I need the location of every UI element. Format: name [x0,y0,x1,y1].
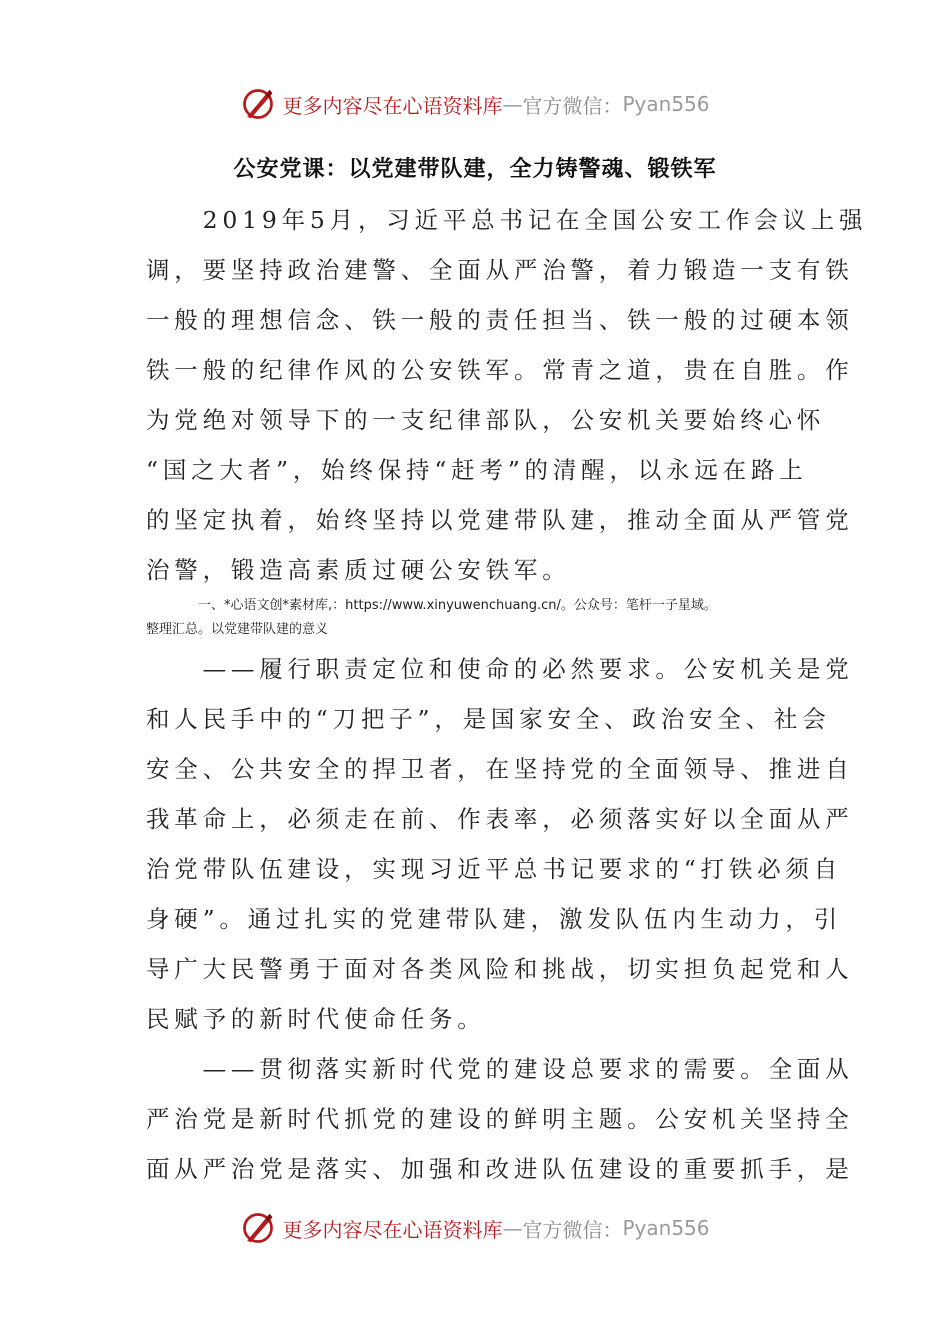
text-line: 严治党是新时代抓党的建设的鲜明主题。公安机关坚持全 [146,1105,854,1133]
text-line: 导广大民警勇于面对各类风险和挑战，切实担负起党和人 [146,955,854,983]
text-line: 调，要坚持政治建警、全面从严治警，着力锻造一支有铁 [146,256,854,284]
text-line: 身硬”。通过扎实的党建带队建，激发队伍内生动力，引 [146,905,843,933]
footer-banner [0,1208,950,1248]
pen-logo-icon [240,86,276,122]
banner-wechat-id: Pyan556 [622,92,710,116]
text-line: 2019年5月，习近平总书记在全国公安工作会议上强 [146,206,868,234]
text-line: 和人民手中的“刀把子”，是国家安全、政治安全、社会 [146,705,831,733]
paragraph-duty [146,644,854,1044]
paragraph-intro [146,195,868,595]
text-line: 为党绝对领导下的一支纪律部队，公安机关要始终心怀 [146,406,826,434]
text-line: 一般的理想信念、铁一般的责任担当、铁一般的过硬本领 [146,306,854,334]
banner-wechat-id: Pyan556 [622,1216,710,1240]
text-line: 面从严治党是落实、加强和改进队伍建设的重要抓手，是 [146,1155,854,1183]
note-line: 一、*心语文创*素材库,：https://www.xinyuwenchuang.cn/。公众号：笔杆一子星域。 [146,598,717,613]
banner-gray-text: 官方微信： [522,1217,623,1242]
text-line: ——履行职责定位和使命的必然要求。公安机关是党 [146,655,854,683]
text-line: 治党带队伍建设，实现习近平总书记要求的“打铁必须自 [146,855,843,883]
banner-dash: — [502,1216,523,1240]
banner-red-text: 更多内容尽在心语资料库 [282,1217,503,1242]
text-line: 民赋予的新时代使命任务。 [146,1005,486,1033]
banner-gray-text: 官方微信： [522,93,623,118]
banner-red-text: 更多内容尽在心语资料库 [282,93,503,118]
pen-logo-icon [240,1210,276,1246]
text-line: 安全、公共安全的捍卫者，在坚持党的全面领导、推进自 [146,755,854,783]
document-title: 公安党课：以党建带队建，全力铸警魂、锻铁军 [233,157,717,182]
paragraph-requirements [146,1044,854,1194]
banner-dash: — [502,92,523,116]
header-banner [0,84,950,124]
text-line: ——贯彻落实新时代党的建设总要求的需要。全面从 [146,1055,854,1083]
text-line: 治警，锻造高素质过硬公安铁军。 [146,556,571,584]
text-line: 我革命上，必须走在前、作表率，必须落实好以全面从严 [146,805,854,833]
text-line: 的坚定执着，始终坚持以党建带队建，推动全面从严管党 [146,506,854,534]
note-line: 整理汇总。以党建带队建的意义 [146,622,329,637]
section-heading-note [146,594,826,642]
text-line: 铁一般的纪律作风的公安铁军。常青之道，贵在自胜。作 [146,356,854,384]
text-line: “国之大者”，始终保持“赶考”的清醒，以永远在路上 [146,456,808,484]
